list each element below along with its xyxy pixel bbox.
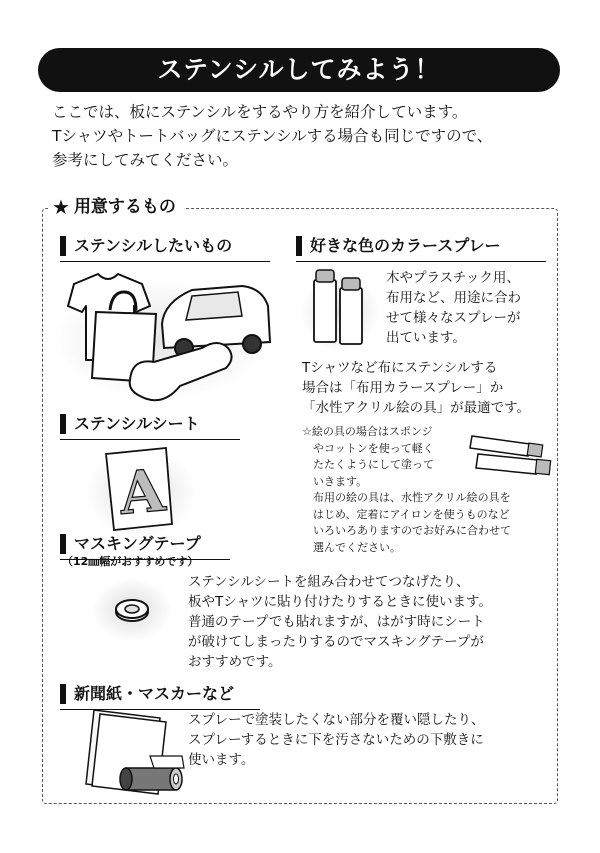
section-stencil-targets xyxy=(60,234,270,258)
tape-roll-icon xyxy=(116,600,148,621)
section-title: 新聞紙・マスカーなど xyxy=(74,684,235,703)
newspaper-description: スプレーで塗装したくない部分を覆い隠したり、 スプレーするときに下を汚さないための下敷きに 使います。 xyxy=(188,712,485,768)
section-title: ステンシルシート xyxy=(74,414,200,433)
masking-tape-subtitle: （12㎜幅がおすすめです） xyxy=(62,555,199,568)
section-title: マスキングテープ xyxy=(74,534,201,553)
stencil-targets-illustration xyxy=(52,262,274,407)
intro-line: 参考にしてみてください。 xyxy=(52,151,239,169)
newspaper-illustration xyxy=(80,706,190,798)
section-title: ステンシルしたいもの xyxy=(74,236,233,255)
spray-fabric-text: Tシャツなど布にステンシルする 場合は「布用カラースプレー」か 「水性アクリル絵の具」が最適です。 xyxy=(302,360,531,416)
section-newspaper xyxy=(60,682,260,706)
intro-line: ここでは、板にステンシルをするやり方を紹介しています。 xyxy=(52,103,468,121)
masking-tape-description: ステンシルシートを組み合わせてつなげたり、 板やTシャツに貼り付けたりするときに使います。 普通のテープでも貼れますが、はがす時にシート が破けてしまったりするのでマスキングテープが おすすめです。 xyxy=(188,574,492,670)
masking-tape-illustration xyxy=(92,576,172,642)
stencil-letter: A xyxy=(116,456,168,528)
intro-text xyxy=(52,100,572,172)
intro-line: Tシャツやトートバッグにステンシルする場合も同じですので、 xyxy=(52,127,493,145)
section-title: 好きな色のカラースプレー xyxy=(310,236,501,255)
star-icon: ★ xyxy=(52,195,70,219)
spray-illustration xyxy=(300,262,380,354)
spray-can-icon xyxy=(340,278,362,344)
page-title: ステンシルしてみよう！ xyxy=(38,48,560,92)
materials-heading xyxy=(48,194,184,220)
stencil-sheet-illustration xyxy=(86,440,196,540)
section-spray xyxy=(296,234,546,258)
spray-description: 木やプラスチック用、 布用など、用途に合わ せて様々なスプレーが 出ています。 xyxy=(386,270,521,346)
paint-note: ☆絵の具の場合はスポンジ やコットンを使って軽く たたくようにして塗って いきます。 布用の絵の具は、水性アクリル絵の具を はじめ、定着にアイロンを使うものなど いろいろありますのでお好みに合わせて 選んでください。 xyxy=(302,425,511,554)
section-stencil-sheet xyxy=(60,412,240,436)
paint-tubes-illustration xyxy=(466,426,556,486)
spray-can-icon xyxy=(314,270,336,342)
materials-heading-label: 用意するもの xyxy=(73,197,176,217)
